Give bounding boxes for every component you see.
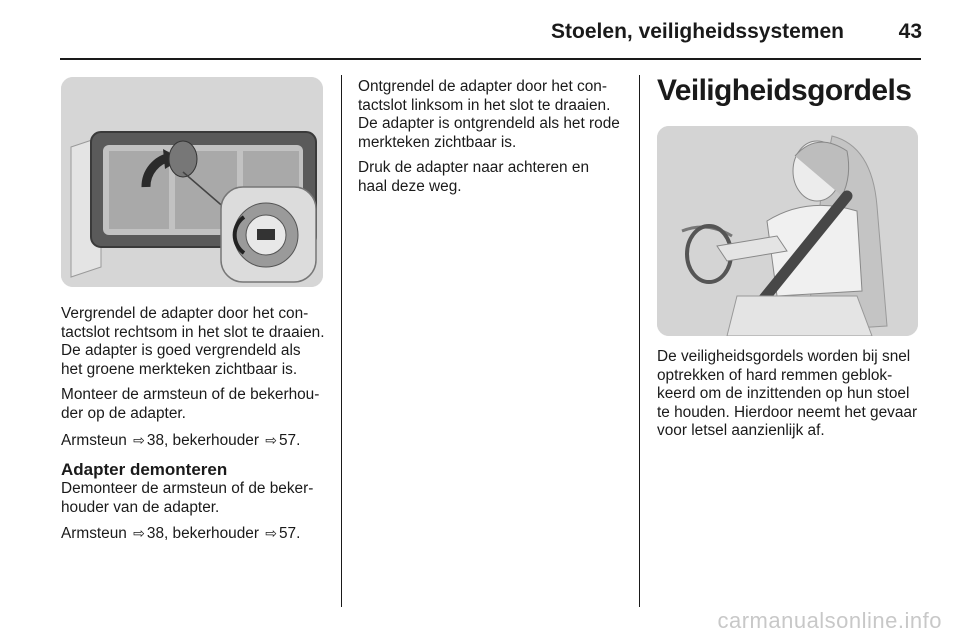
paragraph: Druk de adapter naar achteren en haal deze weg. [358, 159, 590, 195]
paragraph: Monteer de armsteun of de bekerhouder op de adapter. [61, 386, 320, 422]
paragraph: Vergrendel de adapter door het contactslot rechtsom in het slot te draaien. De adapter is goed vergrendeld als het groene merkteken zichtbaar is. [61, 305, 325, 378]
reference-label: 38, bekerhouder [146, 525, 259, 543]
header-rule [60, 58, 921, 60]
column-1-text [61, 305, 325, 551]
watermark: carmanualsonline.info [717, 608, 942, 633]
page-reference-arrow-icon: ⇨ [133, 431, 145, 448]
column-3-text [657, 348, 921, 448]
column-divider-1 [341, 75, 342, 607]
cross-reference [61, 524, 325, 544]
reference-label: Armsteun [61, 431, 127, 449]
page-reference-arrow-icon: ⇨ [265, 431, 277, 448]
page-number: 43 [898, 20, 922, 43]
paragraph: Ontgrendel de adapter door het contactslot linksom in het slot te draaien. De adapter is ontgrendeld als het rode merkteken zichtbaar is. [358, 78, 620, 151]
page-header-title: Stoelen, veiligheidssystemen [551, 20, 844, 43]
reference-label: 38, bekerhouder [146, 431, 259, 449]
paragraph: De veiligheidsgordels worden bij snel optrekken of hard remmen geblokkeerd om de inzittenden op hun stoel te houden. Hierdoor neemt het gevaar voor letsel aanzienlijk af. [657, 348, 918, 440]
adapter-lock-illustration [61, 77, 323, 287]
page-reference-arrow-icon: ⇨ [133, 525, 145, 542]
cross-reference [61, 431, 325, 451]
page-reference-arrow-icon: ⇨ [265, 525, 277, 542]
seatbelt-driver-illustration [657, 126, 918, 336]
reference-label: 57. [279, 525, 301, 543]
paragraph: Demonteer de armsteun of de bekerhouder van de adapter. [61, 480, 314, 516]
column-divider-2 [639, 75, 640, 607]
reference-label: 57. [279, 431, 301, 449]
reference-label: Armsteun [61, 525, 127, 543]
column-2-text [358, 78, 622, 204]
section-subheading: Adapter demonteren [61, 460, 228, 480]
section-heading: Veiligheidsgordels [657, 74, 912, 107]
